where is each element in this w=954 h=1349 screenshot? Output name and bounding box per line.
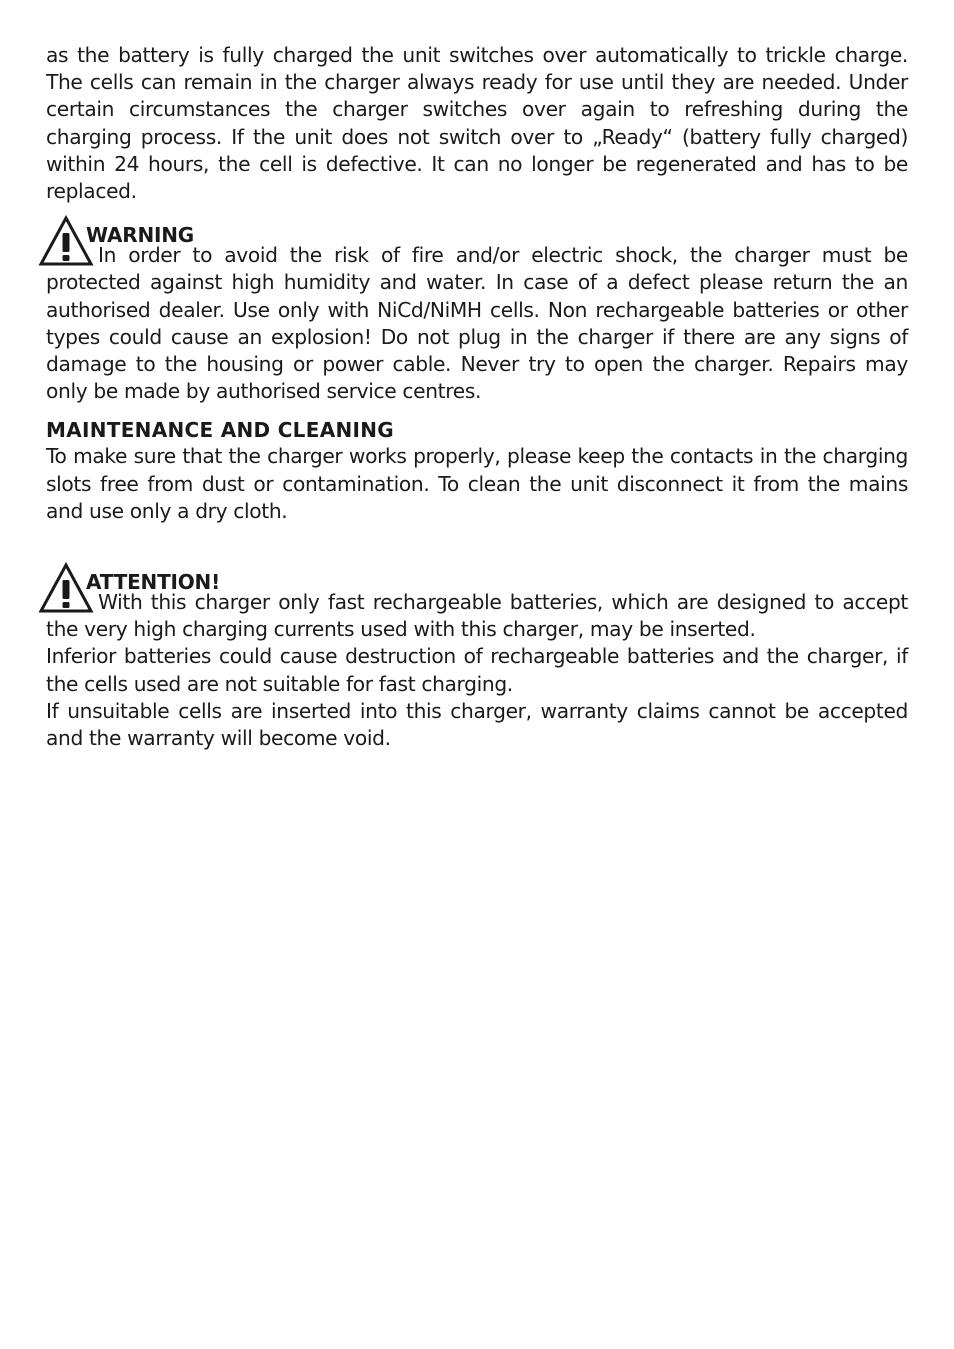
attention-paragraph-2: Inferior batteries could cause destruction of rechargeable batteries and the charger, if the cells used are not suitable for fast charging. (46, 644, 908, 696)
attention-paragraph-1: With this charger only fast rechargeable batteries, which are designed to accept the very high charging currents used with this charger, may be inserted. (46, 590, 908, 642)
attention-title: ATTENTION! (86, 570, 221, 595)
warning-text: In order to avoid the risk of fire and/or electric shock, the charger must be protected against high humidity and water. In case of a defect please return the an authorised dealer. Use only with NiCd/NiMH cells. Non rechargeable batteries or other types could cause an explosion! Do not plug in the charger if there are any signs of damage to the housing or power cable. Never try to open the charger. Repairs may only be made by authorised service centres. (46, 243, 908, 404)
document-page (46, 42, 908, 752)
warning-notice (46, 213, 908, 405)
spacer (46, 525, 908, 560)
attention-notice (46, 560, 908, 752)
intro-paragraph: as the battery is fully charged the unit switches over automatically to trickle charge. The cells can remain in the charger always ready for use until they are needed. Under certain circumstances the charger switches over again to refreshing during the charging process. If the unit does not switch over to „Ready“ (battery fully charged) within 24 hours, the cell is defective. It can no longer be regenerated and has to be replaced. (46, 43, 908, 204)
warning-title: WARNING (86, 223, 194, 248)
attention-paragraph-3: If unsuitable cells are inserted into this charger, warranty claims cannot be accepted and the warranty will become void. (46, 698, 908, 751)
maintenance-heading: MAINTENANCE AND CLEANING (46, 418, 395, 443)
attention-header (38, 562, 908, 595)
warning-header (38, 215, 908, 248)
maintenance-text: To make sure that the charger works properly, please keep the contacts in the charging slots free from dust or contamination. To clean the unit disconnect it from the mains and use only a dry cloth. (46, 444, 908, 523)
